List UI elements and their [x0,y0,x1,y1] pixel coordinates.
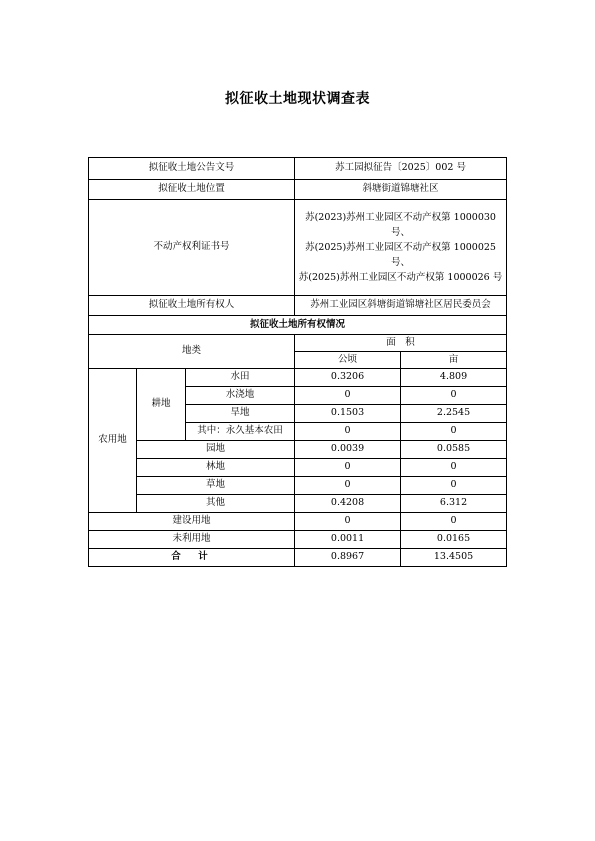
table-row [89,296,507,316]
hectare-value: 0 [295,387,401,405]
mu-value: 4.809 [401,369,507,387]
mu-value: 0 [401,459,507,477]
table-row [89,180,507,200]
certificate-label: 不动产权利证书号 [89,200,295,296]
announcement-label: 拟征收土地公告文号 [89,158,295,180]
land-type-header: 地类 [89,335,295,369]
area-header: 面 积 [295,335,507,352]
announcement-value: 苏工园拟征告〔2025〕002 号 [295,158,507,180]
table-row [89,335,507,352]
table-row [89,513,507,531]
table-row [89,316,507,335]
hectare-header: 公顷 [295,352,401,369]
table-row [89,158,507,180]
mu-value: 2.2545 [401,405,507,423]
mu-value: 0.0585 [401,441,507,459]
hectare-value: 0.0039 [295,441,401,459]
land-type-name: 其他 [137,495,295,513]
land-type-name: 水田 [186,369,295,387]
table-row [89,459,507,477]
table-row [89,200,507,296]
land-type-name: 水浇地 [186,387,295,405]
mu-value: 0 [401,513,507,531]
owner-value: 苏州工业园区斜塘街道锦塘社区居民委员会 [295,296,507,316]
hectare-value: 0 [295,477,401,495]
hectare-value: 0 [295,513,401,531]
land-type-name: 园地 [137,441,295,459]
construction-land-label: 建设用地 [89,513,295,531]
table-row [89,441,507,459]
owner-label: 拟征收土地所有权人 [89,296,295,316]
section-title: 拟征收土地所有权情况 [89,316,507,335]
total-label: 合 计 [89,549,295,567]
hectare-value: 0 [295,423,401,441]
certificate-numbers [295,200,507,296]
hectare-value: 0.0011 [295,531,401,549]
land-type-name: 林地 [137,459,295,477]
total-mu: 13.4505 [401,549,507,567]
mu-value: 0 [401,477,507,495]
hectare-value: 0.3206 [295,369,401,387]
certificate-line: 苏(2025)苏州工业园区不动产权第 1000025 号、 [305,242,496,268]
table-row [89,495,507,513]
land-type-name: 其中：永久基本农田 [186,423,295,441]
land-type-name: 草地 [137,477,295,495]
land-type-name: 旱地 [186,405,295,423]
hectare-value: 0.4208 [295,495,401,513]
table-row [89,549,507,567]
land-survey-table [88,157,507,567]
mu-header: 亩 [401,352,507,369]
farmland-label: 农用地 [89,369,137,513]
location-value: 斜塘街道锦塘社区 [295,180,507,200]
mu-value: 0 [401,423,507,441]
mu-value: 0.0165 [401,531,507,549]
certificate-line: 苏(2023)苏州工业园区不动产权第 1000030 号、 [305,212,496,238]
document-title: 拟征收土地现状调查表 [225,91,370,107]
total-hectare: 0.8967 [295,549,401,567]
unused-land-label: 未利用地 [89,531,295,549]
table-row [89,531,507,549]
table-row [89,477,507,495]
table-row [89,369,507,387]
cultivated-label: 耕地 [137,369,186,441]
hectare-value: 0.1503 [295,405,401,423]
hectare-value: 0 [295,459,401,477]
location-label: 拟征收土地位置 [89,180,295,200]
mu-value: 6.312 [401,495,507,513]
mu-value: 0 [401,387,507,405]
certificate-line: 苏(2025)苏州工业园区不动产权第 1000026 号 [298,272,503,283]
